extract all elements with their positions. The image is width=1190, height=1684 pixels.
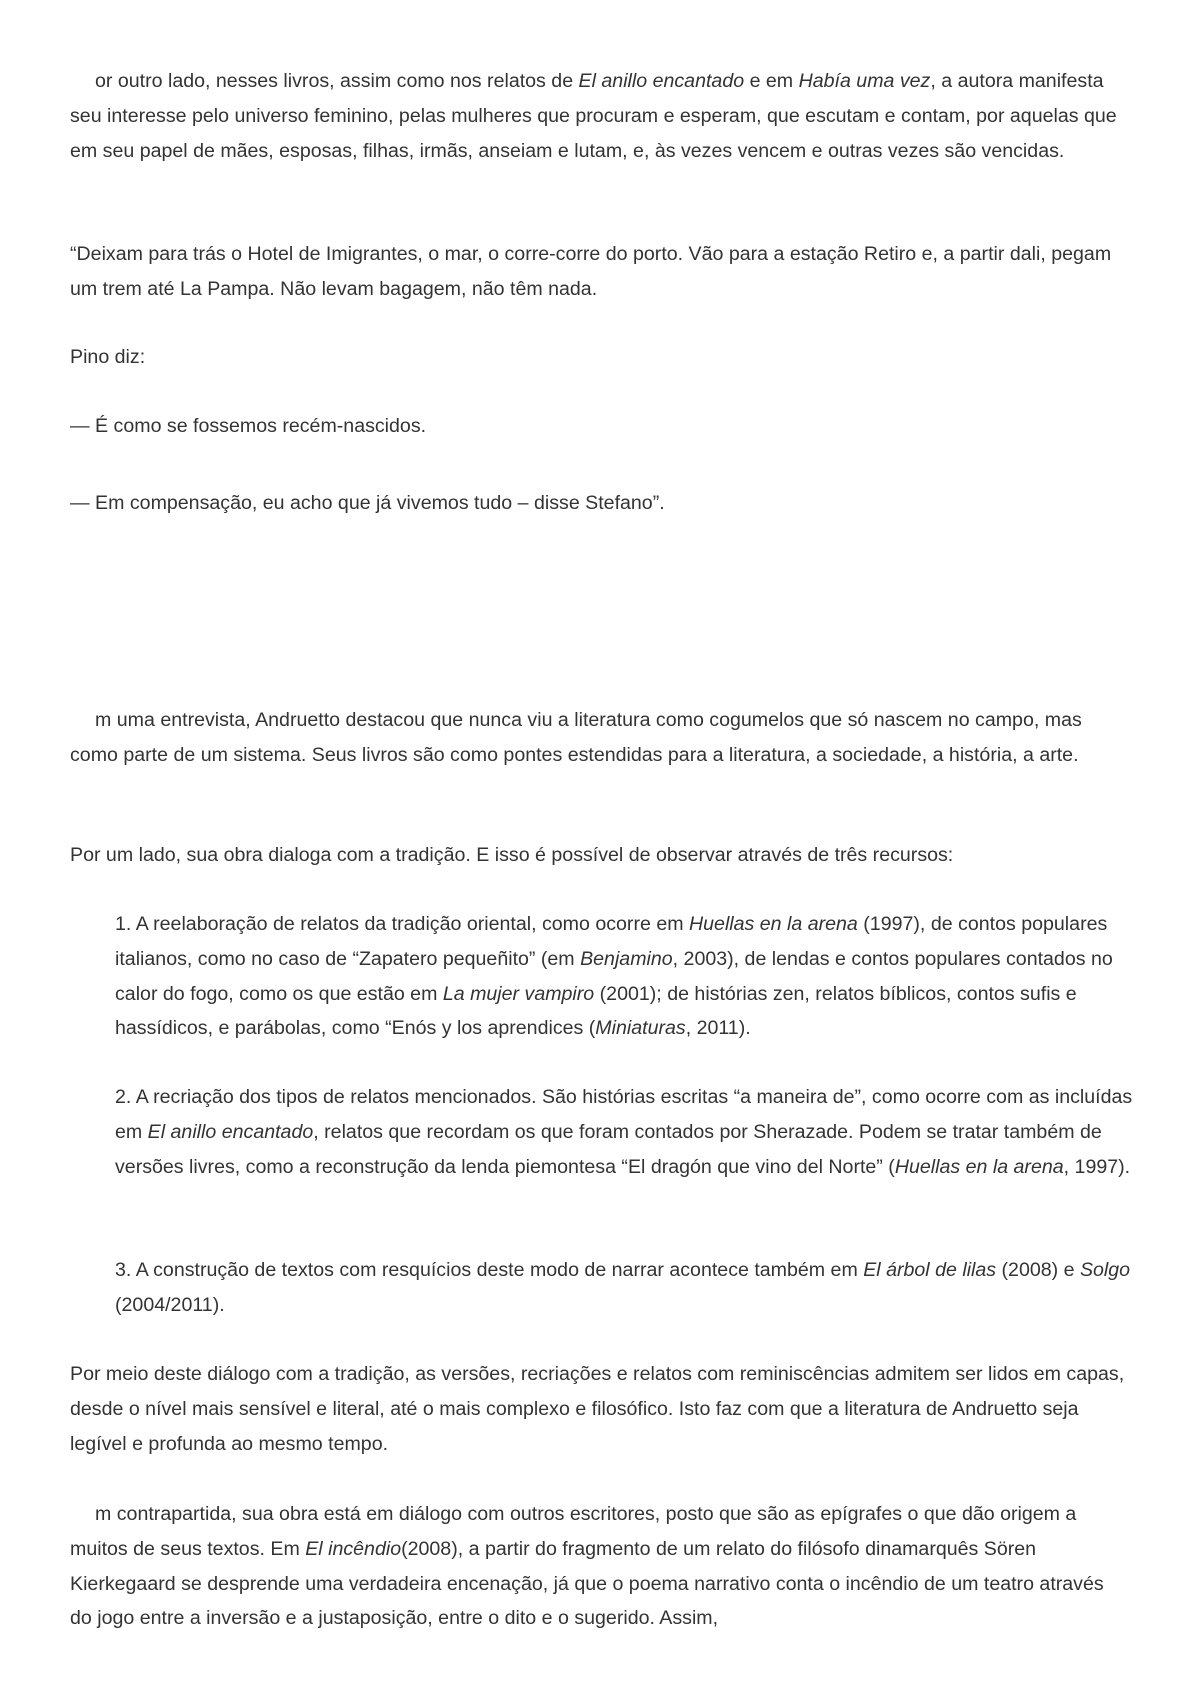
paragraph-dialogue-tradition: Por meio deste diálogo com a tradição, as versões, recriações e relatos com reminiscências admitem ser lidos em capas, desde o nível mais sensível e literal, até o mais complexo e filosófico. Isto faz com que a literatura de Andruetto seja legível e profunda ao mesmo tempo. xyxy=(70,1363,1125,1455)
text-run: (2004/2011). xyxy=(115,1293,225,1316)
text-run: m contrapartida, sua obra está em diálogo com outros escritores, posto que são as epígrafes o que dão origem a muitos de seus textos. Em xyxy=(70,1503,1077,1560)
text-run: , 1997). xyxy=(1063,1155,1131,1178)
text-run: , 2011). xyxy=(685,1017,751,1040)
list-item-1 xyxy=(115,907,1135,1046)
text-run: e em xyxy=(744,70,799,92)
text-run: , 2003), de lendas e contos populares contados no calor do fogo, como os que estão em xyxy=(115,947,1113,1005)
book-title: Benjamino xyxy=(580,947,673,970)
list-item-2 xyxy=(115,1080,1135,1184)
quote-speaker-line: Pino diz: xyxy=(70,346,146,368)
text-run: (2001); de histórias zen, relatos bíblicos, contos sufis e hassídicos, e parábolas, como “Enós y los aprendices ( xyxy=(115,982,1077,1040)
text-run: (1997), de contos populares italianos, como no caso de “Zapatero pequeñito” (em xyxy=(115,913,1108,970)
text-run: 1. A reelaboração de relatos da tradição oriental, como ocorre em xyxy=(115,913,689,935)
book-title: El árbol de lilas xyxy=(863,1259,997,1281)
text-run: , a autora manifesta seu interesse pelo universo feminino, pelas mulheres que procuram e esperam, que escutam e contam, por aquelas que em seu papel de mães, esposas, filhas, irmãs, anseiam e lutam, e, às vezes vencem e outras vezes são vencidas. xyxy=(70,70,1117,162)
book-title: Huellas en la arena xyxy=(894,1155,1064,1178)
text-run: 3. A construção de textos com resquícios deste modo de narrar acontece também em xyxy=(115,1259,864,1281)
book-title: La mujer vampiro xyxy=(442,982,595,1005)
paragraph-tradition-intro: Por um lado, sua obra dialoga com a tradição. E isso é possível de observar através de três recursos: xyxy=(70,844,954,866)
paragraph-feminine-universe xyxy=(70,64,1130,168)
text-run: (2008) e xyxy=(996,1259,1080,1281)
dialogue-line-1: — É como se fossemos recém-nascidos. xyxy=(70,415,427,437)
book-title: Solgo xyxy=(1079,1259,1131,1281)
paragraph-interview: m uma entrevista, Andruetto destacou que nunca viu a literatura como cogumelos que só nascem no campo, mas como parte de um sistema. Seus livros são como pontes estendidas para a literatura, a sociedade, a história, a arte. xyxy=(70,709,1082,766)
quote-paragraph: “Deixam para trás o Hotel de Imigrantes, o mar, o corre-corre do porto. Vão para a estação Retiro e, a partir dali, pegam um trem até La Pampa. Não levam bagagem, não têm nada. xyxy=(70,243,1112,300)
book-title: El incêndio xyxy=(305,1537,402,1560)
text-run: (2008), a partir do fragmento de um relato do filósofo dinamarquês Sören Kierkegaard se desprende uma verdadeira encenação, já que o poema narrativo conta o incêndio de um teatro através do jogo entre a inversão e a justaposição, entre o dito e o sugerido. Assim, xyxy=(70,1537,1104,1630)
list-item-3 xyxy=(115,1253,1135,1323)
paragraph-other-writers xyxy=(70,1497,1130,1636)
book-title: Huellas en la arena xyxy=(689,913,858,935)
book-title: Había uma vez xyxy=(798,70,931,92)
text-run: 2. A recriação dos tipos de relatos mencionados. São histórias escritas “a maneira de”, como ocorre com as incluídas em xyxy=(115,1086,1133,1143)
dialogue-line-2: — Em compensação, eu acho que já vivemos tudo – disse Stefano”. xyxy=(70,492,665,514)
text-run: , relatos que recordam os que foram contados por Sherazade. Podem se tratar também de versões livres, como a reconstrução da lenda piemontesa “El dragón que vino del Norte” ( xyxy=(115,1120,1102,1178)
book-title: Miniaturas xyxy=(595,1017,686,1040)
book-title: El anillo encantado xyxy=(147,1120,314,1143)
text-run: or outro lado, nesses livros, assim como nos relatos de xyxy=(95,70,579,92)
book-title: El anillo encantado xyxy=(578,70,745,92)
